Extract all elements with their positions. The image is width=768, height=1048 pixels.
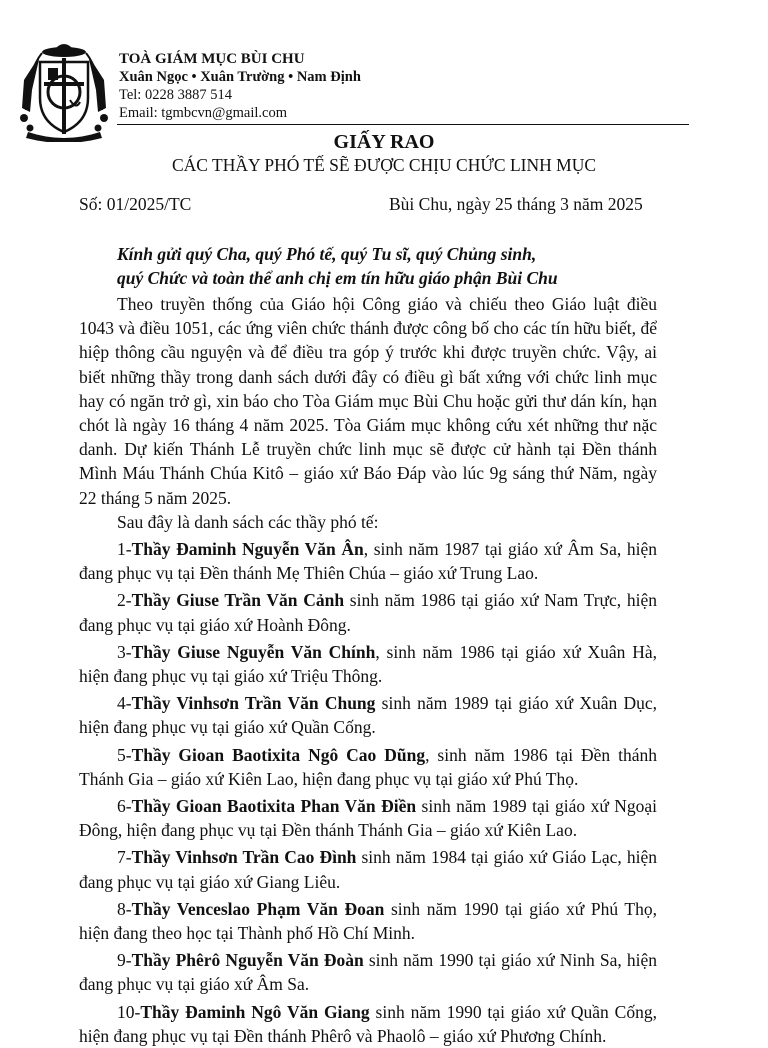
deacon-detail: , sinh năm 1986 tại Đền thánh Thánh Gia – giáo xứ Kiên Lao, hiện đang phục vụ tại giáo xứ Phú Thọ.	[79, 744, 657, 789]
deacon-entry	[79, 897, 657, 945]
deacon-entry	[79, 1000, 657, 1048]
intro-paragraph: Theo truyền thống của Giáo hội Công giáo và chiếu theo Giáo luật điều 1043 và điều 1051, các ứng viên chức thánh được công bố cho các tín hữu biết, để hiệp thông cầu nguyện và để điều tra góp ý trước khi được truyền chức. Vậy, ai biết những thầy trong danh sách dưới đây có điều gì bất xứng với chức linh mục hay có ngăn trở gì, xin báo cho Tòa Giám mục Bùi Chu hoặc gửi thư dán kín, hạn chót là ngày 16 tháng 4 năm 2025. Tòa Giám mục không cứu xét những thư nặc danh. Dự kiến Thánh Lễ truyền chức linh mục sẽ được cử hành tại Đền thánh Mình Máu Thánh Chúa Kitô – giáo xứ Báo Đáp vào lúc 9g sáng thứ Năm, ngày 22 tháng 5 năm 2025.	[79, 294, 657, 508]
deacon-entry	[79, 640, 657, 688]
deacon-name: Thầy Giuse Nguyễn Văn Chính	[131, 641, 376, 662]
deacon-entry	[79, 588, 657, 636]
deacon-entry	[79, 845, 657, 893]
deacon-detail: sinh năm 1990 tại giáo xứ Phú Thọ, hiện đang theo học tại Thành phố Hồ Chí Minh.	[79, 898, 657, 944]
deacon-name: Thầy Vinhsơn Trần Cao Đình	[131, 847, 357, 868]
deacon-entry	[79, 794, 657, 842]
deacon-name: Thầy Vinhsơn Trần Văn Chung	[131, 693, 376, 714]
deacon-detail: , sinh năm 1987 tại giáo xứ Âm Sa, hiện đang phục vụ tại Đền thánh Mẹ Thiên Chúa – giáo xứ Trung Lao.	[79, 539, 657, 584]
greeting-line: Kính gửi quý Cha, quý Phó tế, quý Tu sĩ, quý Chủng sinh,	[117, 244, 537, 264]
organization-address: Xuân Ngọc • Xuân Trường • Nam Định	[119, 69, 361, 85]
organization-phone: Tel: 0228 3887 514	[119, 87, 232, 103]
deacon-entry	[79, 948, 657, 996]
deacon-entry	[79, 743, 657, 791]
document-date: Bùi Chu, ngày 25 tháng 3 năm 2025	[389, 194, 643, 214]
greeting	[117, 242, 677, 290]
entry-number: 6-	[117, 796, 132, 817]
document-title: GIẤY RAO	[333, 131, 435, 153]
deacon-list	[79, 537, 657, 1048]
header-divider	[117, 124, 689, 125]
deacon-name: Thầy Đaminh Ngô Văn Giang	[140, 1001, 370, 1022]
deacon-detail: , sinh năm 1986 tại giáo xứ Xuân Hà, hiện đang phục vụ tại giáo xứ Triệu Thông.	[79, 641, 658, 687]
deacon-detail: sinh năm 1990 tại giáo xứ Ninh Sa, hiện đang phục vụ tại giáo xứ Âm Sa.	[79, 950, 657, 995]
deacon-detail: sinh năm 1984 tại giáo xứ Giáo Lạc, hiện đang phục vụ tại giáo xứ Giang Liêu.	[79, 847, 657, 892]
entry-number: 8-	[117, 898, 132, 919]
entry-number: 5-	[117, 744, 132, 765]
deacon-name: Thầy Phêrô Nguyễn Văn Đoàn	[131, 950, 364, 971]
deacon-entry	[79, 537, 657, 585]
entry-number: 2-	[117, 590, 132, 611]
entry-number: 10-	[117, 1001, 141, 1022]
document-number: Số: 01/2025/TC	[79, 194, 192, 214]
deacon-entry	[79, 691, 657, 739]
entry-number: 1-	[117, 539, 132, 560]
organization-name: TOÀ GIÁM MỤC BÙI CHU	[119, 51, 305, 67]
deacon-name: Thầy Gioan Baotixita Phan Văn Điền	[131, 796, 417, 817]
deacon-name: Thầy Venceslao Phạm Văn Đoan	[131, 898, 385, 919]
deacon-detail: sinh năm 1989 tại giáo xứ Xuân Dục, hiện đang phục vụ tại giáo xứ Quần Cống.	[79, 693, 658, 738]
document-subtitle: CÁC THẦY PHÓ TẾ SẼ ĐƯỢC CHỊU CHỨC LINH MỤC	[171, 155, 597, 175]
entry-number: 3-	[117, 641, 132, 662]
entry-number: 4-	[117, 693, 132, 714]
entry-number: 7-	[117, 847, 132, 868]
list-intro: Sau đây là danh sách các thầy phó tế:	[117, 511, 379, 532]
organization-email: Email: tgmbcvn@gmail.com	[119, 105, 287, 121]
deacon-detail: sinh năm 1986 tại giáo xứ Nam Trực, hiện đang phục vụ tại giáo xứ Hoành Đông.	[79, 590, 657, 635]
greeting-line: quý Chức và toàn thể anh chị em tín hữu giáo phận Bùi Chu	[117, 268, 558, 288]
deacon-detail: sinh năm 1990 tại giáo xứ Quần Cống, hiện đang phục vụ tại Đền thánh Phêrô và Phaolô – giáo xứ Phương Chính.	[79, 1001, 657, 1046]
deacon-name: Thầy Gioan Baotixita Ngô Cao Dũng	[131, 744, 426, 765]
deacon-name: Thầy Đaminh Nguyễn Văn Ân	[131, 539, 364, 560]
deacon-name: Thầy Giuse Trần Văn Cảnh	[131, 590, 345, 611]
deacon-detail: sinh năm 1989 tại giáo xứ Ngoại Đông, hiện đang phục vụ tại Đền thánh Thánh Gia – giáo xứ Kiên Lao.	[79, 796, 657, 841]
entry-number: 9-	[117, 950, 132, 971]
organization-header	[119, 50, 361, 122]
document-body	[79, 292, 657, 1048]
diocese-coat-of-arms-logo	[10, 40, 118, 142]
